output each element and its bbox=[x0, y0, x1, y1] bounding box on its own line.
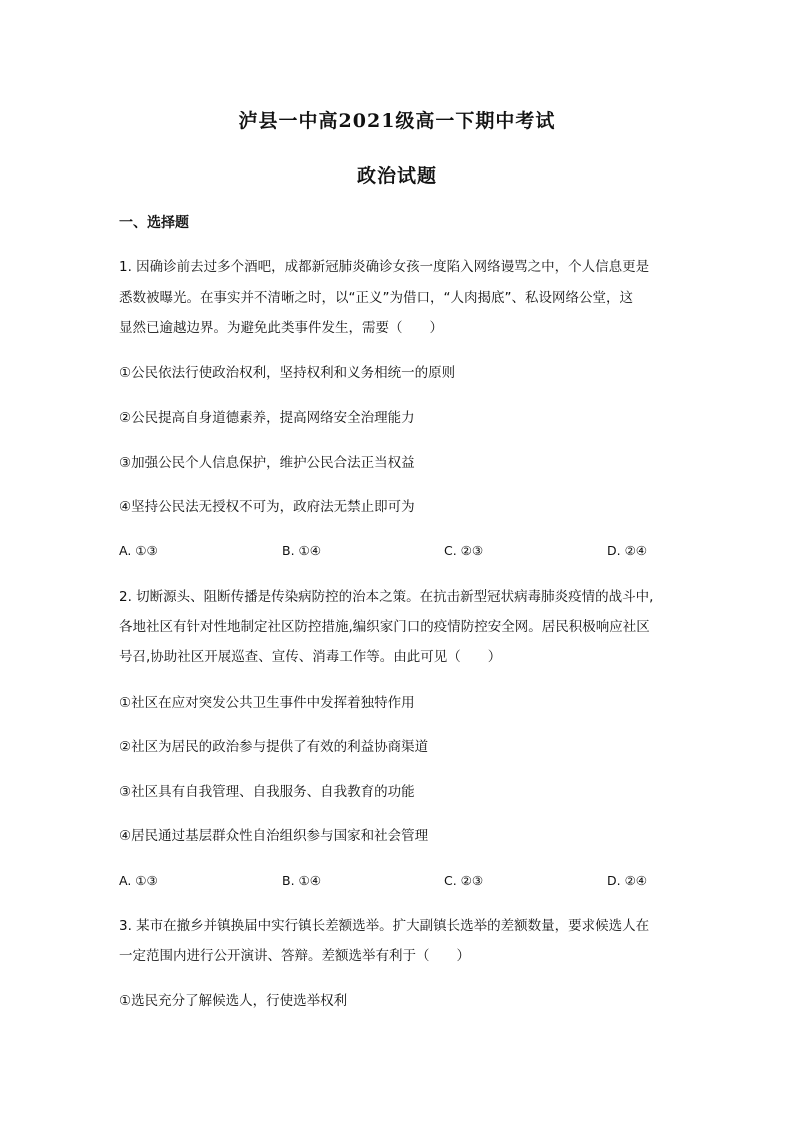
question-stem-line: 号召,协助社区开展巡查、宣传、消毒工作等。由此可见（ ） bbox=[119, 649, 502, 665]
option-b: B. ①④ bbox=[282, 543, 321, 558]
statement: ③加强公民个人信息保护，维护公民合法正当权益 bbox=[119, 455, 415, 471]
question-stem-line: 各地社区有针对性地制定社区防控措施,编织家门口的疫情防控安全网。居民积极响应社区 bbox=[119, 619, 650, 635]
section-heading: 一、选择题 bbox=[119, 215, 189, 231]
answer-options bbox=[119, 873, 679, 891]
question-stem-line: 悉数被曝光。在事实并不清晰之时，以“正义”为借口，“人肉揭底”、私设网络公堂，这 bbox=[119, 290, 633, 306]
option-c: C. ②③ bbox=[444, 543, 484, 558]
question-stem-line: 1. 因确诊前去过多个酒吧，成都新冠肺炎确诊女孩一度陷入网络谩骂之中，个人信息更是 bbox=[119, 259, 650, 275]
exam-subtitle: 政治试题 bbox=[356, 165, 437, 187]
statement: ①公民依法行使政治权利，坚持权利和义务相统一的原则 bbox=[119, 365, 456, 381]
statement: ②社区为居民的政治参与提供了有效的利益协商渠道 bbox=[119, 739, 429, 755]
statement: ①选民充分了解候选人，行使选举权利 bbox=[119, 993, 348, 1009]
statement: ④坚持公民法无授权不可为，政府法无禁止即可为 bbox=[119, 499, 415, 515]
question-stem-line: 3. 某市在撤乡并镇换届中实行镇长差额选举。扩大副镇长选举的差额数量，要求候选人在 bbox=[119, 918, 650, 934]
option-a: A. ①③ bbox=[119, 873, 158, 888]
option-d: D. ②④ bbox=[607, 543, 647, 558]
option-d: D. ②④ bbox=[607, 873, 647, 888]
question-stem-line: 2. 切断源头、阻断传播是传染病防控的治本之策。在抗击新型冠状病毒肺炎疫情的战斗中, bbox=[119, 589, 654, 605]
exam-title: 泸县一中高2021级高一下期中考试 bbox=[238, 110, 556, 132]
option-c: C. ②③ bbox=[444, 873, 484, 888]
statement: ②公民提高自身道德素养，提高网络安全治理能力 bbox=[119, 410, 415, 426]
question-stem-line: 显然已逾越边界。为避免此类事件发生，需要（ ） bbox=[119, 320, 443, 336]
option-a: A. ①③ bbox=[119, 543, 158, 558]
statement: ③社区具有自我管理、自我服务、自我教育的功能 bbox=[119, 784, 415, 800]
option-b: B. ①④ bbox=[282, 873, 321, 888]
statement: ①社区在应对突发公共卫生事件中发挥着独特作用 bbox=[119, 695, 415, 711]
question-stem-line: 一定范围内进行公开演讲、答辩。差额选举有利于（ ） bbox=[119, 948, 470, 964]
answer-options bbox=[119, 543, 679, 561]
statement: ④居民通过基层群众性自治组织参与国家和社会管理 bbox=[119, 828, 429, 844]
